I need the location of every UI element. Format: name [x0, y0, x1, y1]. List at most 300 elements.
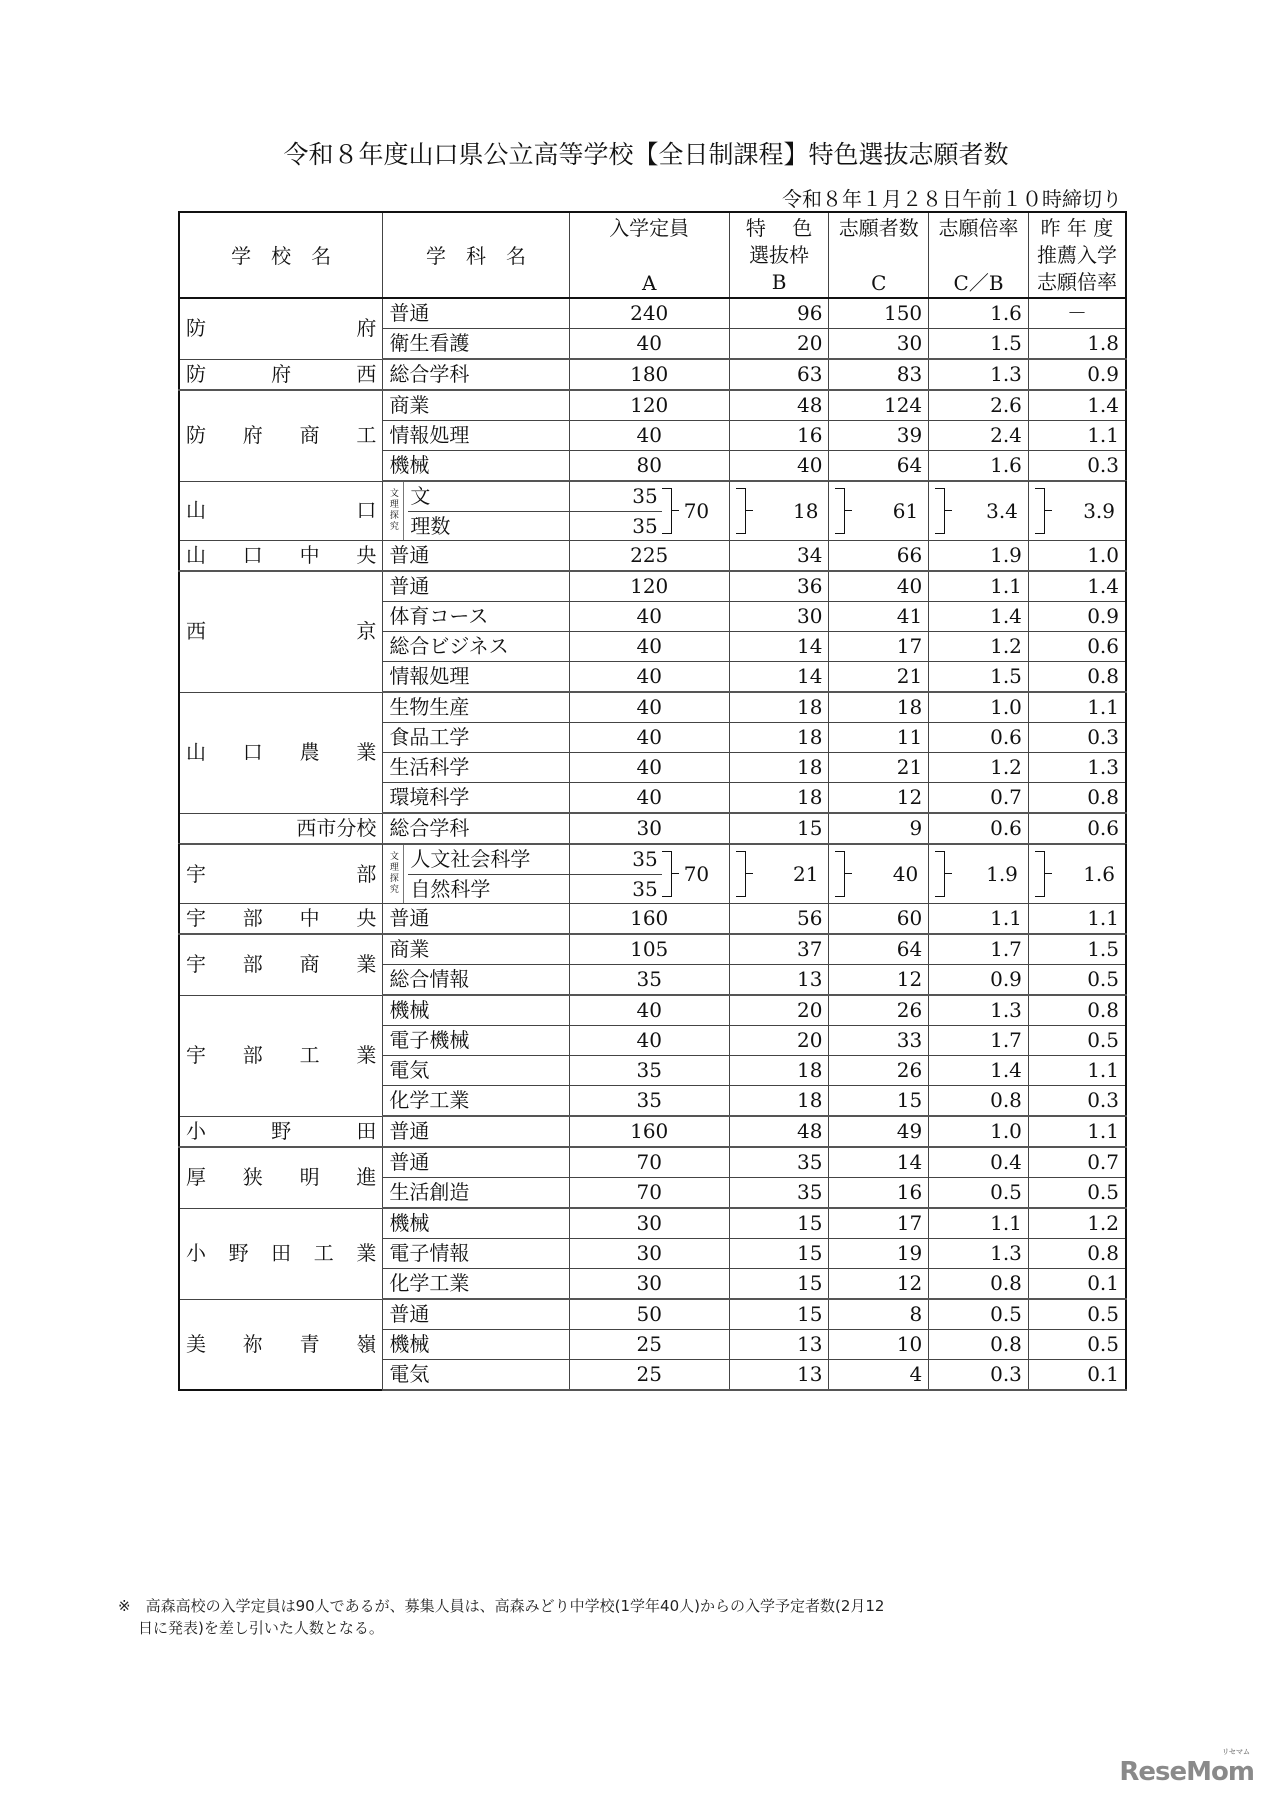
prev-ratio-cell: 1.5 [1028, 934, 1126, 965]
header-applicants [829, 212, 929, 298]
school-name [186, 541, 376, 570]
capacity-cell: 70 [569, 1147, 729, 1178]
dept-name-cell: 衛生看護 [383, 329, 569, 360]
dept-name-cell: 機械 [383, 1330, 569, 1360]
applicants-cell-value: 40 [892, 861, 919, 886]
table-row [179, 692, 1126, 723]
dept-name-cell: 生活創造 [383, 1178, 569, 1209]
special-cell: 15 [729, 813, 829, 844]
prev-ratio-cell: 1.0 [1028, 541, 1126, 572]
capacity-cell: 40 [569, 632, 729, 662]
header-applicants-line3: C [871, 271, 887, 295]
dept-name-cell: 普通 [383, 298, 569, 329]
applicants-cell: 9 [829, 813, 929, 844]
ratio-cell: 1.1 [929, 904, 1029, 935]
applicants-cell: 15 [829, 1086, 929, 1117]
bunri-label-char: 文 [389, 852, 399, 862]
bracket-icon [1035, 488, 1045, 534]
capacity-cell: 25 [569, 1360, 729, 1391]
prev-ratio-cell-group [1031, 845, 1115, 903]
school-name-char: 野 [228, 1241, 249, 1265]
applicants-cell: 40 [829, 571, 929, 602]
prev-ratio-cell: 0.7 [1028, 1147, 1126, 1178]
special-cell-group [732, 845, 819, 903]
special-cell-value: 18 [792, 498, 819, 523]
dept-name-cell: 電子情報 [383, 1239, 569, 1269]
applicants-cell [829, 844, 929, 904]
table-row [179, 813, 1126, 844]
special-cell: 20 [729, 329, 829, 360]
ratio-cell: 0.5 [929, 1178, 1029, 1209]
capacity-values [570, 482, 662, 540]
header-applicants-line1: 志願者数 [838, 216, 919, 240]
prev-ratio-cell: 1.1 [1028, 692, 1126, 723]
bunri-dept-name: 理数 [410, 514, 451, 538]
dept-name-cell: 機械 [383, 995, 569, 1026]
school-name-char: 厚 [186, 1165, 206, 1190]
school-name-char: 明 [299, 1165, 320, 1190]
bunri-label-char: 文 [389, 489, 399, 499]
prev-ratio-cell: 1.8 [1028, 329, 1126, 360]
header-capacity [569, 212, 729, 298]
capacity-cell: 40 [569, 329, 729, 360]
bracket-icon [662, 851, 672, 897]
special-cell: 15 [729, 1299, 829, 1330]
school-name-cell [179, 1208, 383, 1299]
header-prev-line3: 志願倍率 [1036, 270, 1117, 294]
special-cell [729, 844, 829, 904]
dept-name-cell: 普通 [383, 904, 569, 935]
capacity-cell: 40 [569, 602, 729, 632]
ratio-cell: 0.7 [929, 783, 1029, 814]
table-row [179, 1299, 1126, 1330]
capacity-cell: 35 [569, 965, 729, 996]
special-cell: 30 [729, 602, 829, 632]
header-school-label: 学 校 名 [231, 243, 332, 268]
special-cell: 96 [729, 298, 829, 329]
capacity-cell: 70 [569, 1178, 729, 1209]
school-name-char: 口 [242, 543, 263, 567]
dept-name-cell: 普通 [383, 1299, 569, 1330]
school-name-char: 商 [299, 423, 320, 448]
bunri-label-char: 究 [389, 522, 399, 532]
ratio-cell-value: 3.4 [986, 498, 1018, 523]
prev-ratio-cell [1028, 844, 1126, 904]
special-cell: 48 [729, 390, 829, 421]
capacity-value: 35 [570, 845, 662, 875]
capacity-cell: 40 [569, 995, 729, 1026]
special-cell: 18 [729, 1056, 829, 1086]
ratio-cell: 0.6 [929, 723, 1029, 753]
prev-ratio-cell: 1.1 [1028, 421, 1126, 451]
school-name-char: 防 [186, 423, 206, 448]
ratio-cell: 1.4 [929, 1056, 1029, 1086]
applicants-cell: 12 [829, 965, 929, 996]
dept-name-cell [383, 481, 569, 541]
dept-name-cell: 食品工学 [383, 723, 569, 753]
special-cell: 37 [729, 934, 829, 965]
prev-ratio-cell: 0.9 [1028, 602, 1126, 632]
dept-name-cell: 情報処理 [383, 662, 569, 693]
school-name [186, 904, 376, 933]
capacity-cell: 120 [569, 571, 729, 602]
school-name-char: 防 [186, 361, 206, 386]
dept-name-cell: 普通 [383, 541, 569, 572]
prev-ratio-cell: 1.2 [1028, 1208, 1126, 1239]
special-cell: 36 [729, 571, 829, 602]
prev-ratio-cell: 0.5 [1028, 1330, 1126, 1360]
bunri-label-char: 理 [389, 500, 399, 510]
bracket-icon [835, 851, 845, 897]
school-name-char: 農 [299, 740, 320, 764]
capacity-cell: 160 [569, 1116, 729, 1147]
applicants-cell: 8 [829, 1299, 929, 1330]
ratio-cell: 1.7 [929, 1026, 1029, 1056]
capacity-cell: 40 [569, 692, 729, 723]
bracket-icon [736, 488, 746, 534]
school-name-cell [179, 571, 383, 692]
capacity-cell: 120 [569, 390, 729, 421]
special-cell: 16 [729, 421, 829, 451]
footnote-line2: 日に発表)を差し引いた人数となる。 [138, 1619, 384, 1637]
school-name-char: 京 [356, 619, 377, 644]
ratio-cell: 1.2 [929, 753, 1029, 783]
applicants-cell: 10 [829, 1330, 929, 1360]
capacity-group [570, 482, 729, 540]
header-special [729, 212, 829, 298]
school-name-char: 工 [299, 1043, 320, 1067]
prev-ratio-cell-value: 1.6 [1083, 861, 1115, 886]
school-name-cell [179, 844, 383, 904]
school-name: 西市分校 [296, 815, 377, 840]
prev-ratio-cell: 1.1 [1028, 1056, 1126, 1086]
capacity-cell: 30 [569, 813, 729, 844]
school-name [186, 950, 376, 979]
applicants-cell: 41 [829, 602, 929, 632]
prev-ratio-cell: 0.5 [1028, 965, 1126, 996]
bracket-icon [935, 488, 945, 534]
school-name-char: 部 [356, 861, 377, 886]
bunri-dept-name: 自然科学 [410, 877, 491, 901]
prev-ratio-cell: 0.5 [1028, 1178, 1126, 1209]
school-name-char: 央 [356, 543, 377, 567]
school-name [186, 496, 376, 525]
applicants-cell: 21 [829, 662, 929, 693]
capacity-total: 70 [683, 861, 710, 886]
capacity-cell: 35 [569, 1056, 729, 1086]
dept-name-cell [383, 844, 569, 904]
prev-ratio-cell: 0.8 [1028, 1239, 1126, 1269]
school-name-char: 宇 [186, 906, 206, 930]
school-name-char: 央 [356, 906, 377, 930]
bracket-icon [736, 851, 746, 897]
ratio-cell: 1.1 [929, 571, 1029, 602]
capacity-cell: 40 [569, 662, 729, 693]
header-ratio-line3: C／B [953, 271, 1004, 295]
prev-ratio-cell: 0.3 [1028, 1086, 1126, 1117]
dept-name-cell: 生物生産 [383, 692, 569, 723]
prev-ratio-cell: 0.1 [1028, 1360, 1126, 1391]
table-row [179, 995, 1126, 1026]
prev-ratio-cell [1028, 481, 1126, 541]
bunri-label-char: 究 [389, 885, 399, 895]
school-name [186, 421, 376, 450]
school-name-char: 商 [299, 952, 320, 977]
dept-name-cell: 化学工業 [383, 1269, 569, 1300]
capacity-cell: 80 [569, 451, 729, 482]
applicants-cell: 14 [829, 1147, 929, 1178]
school-name-char: 西 [186, 619, 206, 644]
special-cell: 18 [729, 1086, 829, 1117]
prev-ratio-cell: 0.9 [1028, 359, 1126, 390]
dept-name-cell: 体育コース [383, 602, 569, 632]
bunri-group [383, 482, 568, 540]
header-capacity-line1: 入学定員 [609, 216, 690, 240]
school-name-cell [179, 390, 383, 481]
header-row [179, 212, 1126, 298]
applicants-cell: 124 [829, 390, 929, 421]
school-name-char: 西 [356, 361, 377, 386]
ratio-cell: 1.4 [929, 602, 1029, 632]
header-ratio [929, 212, 1029, 298]
dept-name-cell: 総合情報 [383, 965, 569, 996]
special-cell [729, 481, 829, 541]
school-name-char: 宇 [186, 861, 206, 886]
applicants-cell: 21 [829, 753, 929, 783]
table-row [179, 541, 1126, 572]
school-name-cell [179, 481, 383, 541]
school-name-char: 宇 [186, 1043, 206, 1067]
document-title: 令和８年度山口県公立高等学校【全日制課程】特色選抜志願者数 [283, 140, 1009, 169]
applicants-cell [829, 481, 929, 541]
header-prev [1028, 212, 1126, 298]
applicants-cell-group [831, 482, 918, 540]
school-name-char: 狭 [242, 1165, 263, 1190]
dept-name-cell: 普通 [383, 1116, 569, 1147]
prev-ratio-cell: 0.8 [1028, 995, 1126, 1026]
special-cell: 18 [729, 692, 829, 723]
header-special-line3: B [771, 270, 787, 294]
school-name-cell [179, 298, 383, 359]
applicants-cell: 66 [829, 541, 929, 572]
prev-ratio-cell: 0.3 [1028, 451, 1126, 482]
capacity-cell: 240 [569, 298, 729, 329]
capacity-cell: 180 [569, 359, 729, 390]
dept-name-cell: 情報処理 [383, 421, 569, 451]
bracket-icon [662, 488, 672, 534]
ratio-cell: 0.4 [929, 1147, 1029, 1178]
applicants-cell: 17 [829, 632, 929, 662]
special-cell: 18 [729, 723, 829, 753]
dept-name-cell: 化学工業 [383, 1086, 569, 1117]
school-name [186, 1117, 376, 1146]
school-name [186, 360, 376, 389]
school-name-char: 防 [186, 316, 206, 341]
applicants-cell: 26 [829, 995, 929, 1026]
dept-name-cell: 普通 [383, 571, 569, 602]
capacity-cell: 30 [569, 1239, 729, 1269]
school-name-cell [179, 1299, 383, 1390]
special-cell: 35 [729, 1147, 829, 1178]
school-name-char: 祢 [242, 1331, 263, 1356]
special-cell: 20 [729, 1026, 829, 1056]
school-name-char: 小 [186, 1118, 206, 1143]
applicants-cell: 4 [829, 1360, 929, 1391]
ratio-cell: 2.4 [929, 421, 1029, 451]
capacity-cell: 225 [569, 541, 729, 572]
school-name-char: 業 [356, 740, 377, 764]
logo-kana: リセマム [1222, 1748, 1250, 1756]
school-name-char: 田 [356, 1118, 377, 1143]
applicants-cell: 33 [829, 1026, 929, 1056]
special-cell: 18 [729, 783, 829, 814]
capacity-value: 35 [570, 482, 662, 512]
special-cell-value: 21 [792, 861, 819, 886]
school-name-char: 口 [242, 740, 263, 764]
special-cell: 13 [729, 1330, 829, 1360]
header-dept-label: 学 科 名 [426, 243, 527, 268]
capacity-cell: 50 [569, 1299, 729, 1330]
school-name-char: 部 [242, 1043, 263, 1067]
capacity-cell [569, 844, 729, 904]
bracket-icon [1035, 851, 1045, 897]
capacity-group [570, 845, 729, 903]
capacity-cell: 25 [569, 1330, 729, 1360]
header-special-line1: 特 色 [745, 216, 813, 240]
prev-ratio-cell: 0.5 [1028, 1299, 1126, 1330]
school-name [186, 1239, 376, 1268]
applicants-cell-value: 61 [892, 498, 919, 523]
special-cell: 13 [729, 965, 829, 996]
applicants-cell: 30 [829, 329, 929, 360]
school-name-char: 業 [356, 952, 377, 977]
school-name-char: 美 [186, 1331, 206, 1356]
school-name [186, 1041, 376, 1070]
school-name [186, 1330, 376, 1359]
school-name-char: 府 [242, 423, 263, 448]
ratio-cell: 1.3 [929, 359, 1029, 390]
applicants-cell: 60 [829, 904, 929, 935]
applicants-table [178, 211, 1127, 1391]
school-name-cell [179, 541, 383, 572]
applicants-cell: 39 [829, 421, 929, 451]
ratio-cell: 2.6 [929, 390, 1029, 421]
capacity-cell: 40 [569, 753, 729, 783]
applicants-cell: 64 [829, 934, 929, 965]
school-name-cell [179, 813, 383, 844]
table-row [179, 934, 1126, 965]
school-name [186, 738, 376, 767]
special-cell: 40 [729, 451, 829, 482]
applicants-cell: 11 [829, 723, 929, 753]
school-name-char: 田 [271, 1241, 292, 1265]
school-name-char: 部 [242, 952, 263, 977]
table-row [179, 1116, 1126, 1147]
school-name-char: 小 [186, 1241, 206, 1265]
school-name-char: 宇 [186, 952, 206, 977]
prev-ratio-cell-value: 3.9 [1083, 498, 1115, 523]
ratio-cell-group [931, 845, 1018, 903]
ratio-cell: 1.6 [929, 451, 1029, 482]
footnote [118, 1595, 884, 1639]
bunri-group [383, 845, 568, 903]
ratio-cell [929, 844, 1029, 904]
bracket-icon [835, 488, 845, 534]
bunri-label-char: 探 [389, 511, 399, 521]
table-row [179, 390, 1126, 421]
prev-ratio-cell: 0.6 [1028, 632, 1126, 662]
capacity-cell: 105 [569, 934, 729, 965]
header-prev-line1: 昨 年 度 [1040, 216, 1114, 240]
applicants-cell: 26 [829, 1056, 929, 1086]
ratio-cell: 1.7 [929, 934, 1029, 965]
capacity-value: 35 [632, 514, 658, 538]
school-name-char: 山 [186, 498, 206, 523]
header-prev-line2: 推薦入学 [1036, 243, 1117, 267]
ratio-cell: 1.0 [929, 692, 1029, 723]
prev-ratio-cell: 1.4 [1028, 571, 1126, 602]
special-cell: 35 [729, 1178, 829, 1209]
special-cell-group [732, 482, 819, 540]
table-row [179, 359, 1126, 390]
school-name-char: 青 [299, 1331, 320, 1356]
special-cell: 14 [729, 632, 829, 662]
prev-ratio-cell: 1.4 [1028, 390, 1126, 421]
school-name-char: 府 [271, 361, 292, 386]
ratio-cell: 0.8 [929, 1330, 1029, 1360]
applicants-cell-group [831, 845, 918, 903]
dept-name-cell: 総合ビジネス [383, 632, 569, 662]
school-name-char: 業 [356, 1241, 377, 1265]
capacity-values [570, 845, 662, 903]
school-name-cell [179, 934, 383, 995]
prev-ratio-cell: 1.1 [1028, 1116, 1126, 1147]
header-capacity-line3: A [641, 271, 657, 295]
dept-name-cell: 電気 [383, 1056, 569, 1086]
header-special-line2: 選抜枠 [749, 243, 810, 267]
dept-name-cell: 機械 [383, 1208, 569, 1239]
ratio-cell: 0.6 [929, 813, 1029, 844]
prev-ratio-cell: 0.6 [1028, 813, 1126, 844]
ratio-cell: 1.1 [929, 1208, 1029, 1239]
ratio-cell-value: 1.9 [986, 861, 1018, 886]
ratio-cell: 0.3 [929, 1360, 1029, 1391]
ratio-cell: 0.9 [929, 965, 1029, 996]
ratio-cell: 1.2 [929, 632, 1029, 662]
school-name-cell [179, 1116, 383, 1147]
bunri-dept-name: 文 [408, 482, 568, 512]
dept-name-cell: 生活科学 [383, 753, 569, 783]
bunri-label [387, 482, 404, 540]
ratio-cell: 1.9 [929, 541, 1029, 572]
applicants-cell: 150 [829, 298, 929, 329]
prev-ratio-cell: 0.8 [1028, 783, 1126, 814]
special-cell: 15 [729, 1239, 829, 1269]
table-body [179, 298, 1126, 1390]
capacity-cell: 35 [569, 1086, 729, 1117]
school-name-char: 野 [271, 1118, 292, 1143]
applicants-cell: 64 [829, 451, 929, 482]
prev-ratio-cell: 0.5 [1028, 1026, 1126, 1056]
special-cell: 56 [729, 904, 829, 935]
header-dept [383, 212, 569, 298]
special-cell: 13 [729, 1360, 829, 1391]
prev-ratio-cell: － [1028, 298, 1126, 329]
capacity-cell: 40 [569, 421, 729, 451]
school-name [186, 860, 376, 889]
prev-ratio-cell: 0.1 [1028, 1269, 1126, 1300]
special-cell: 34 [729, 541, 829, 572]
